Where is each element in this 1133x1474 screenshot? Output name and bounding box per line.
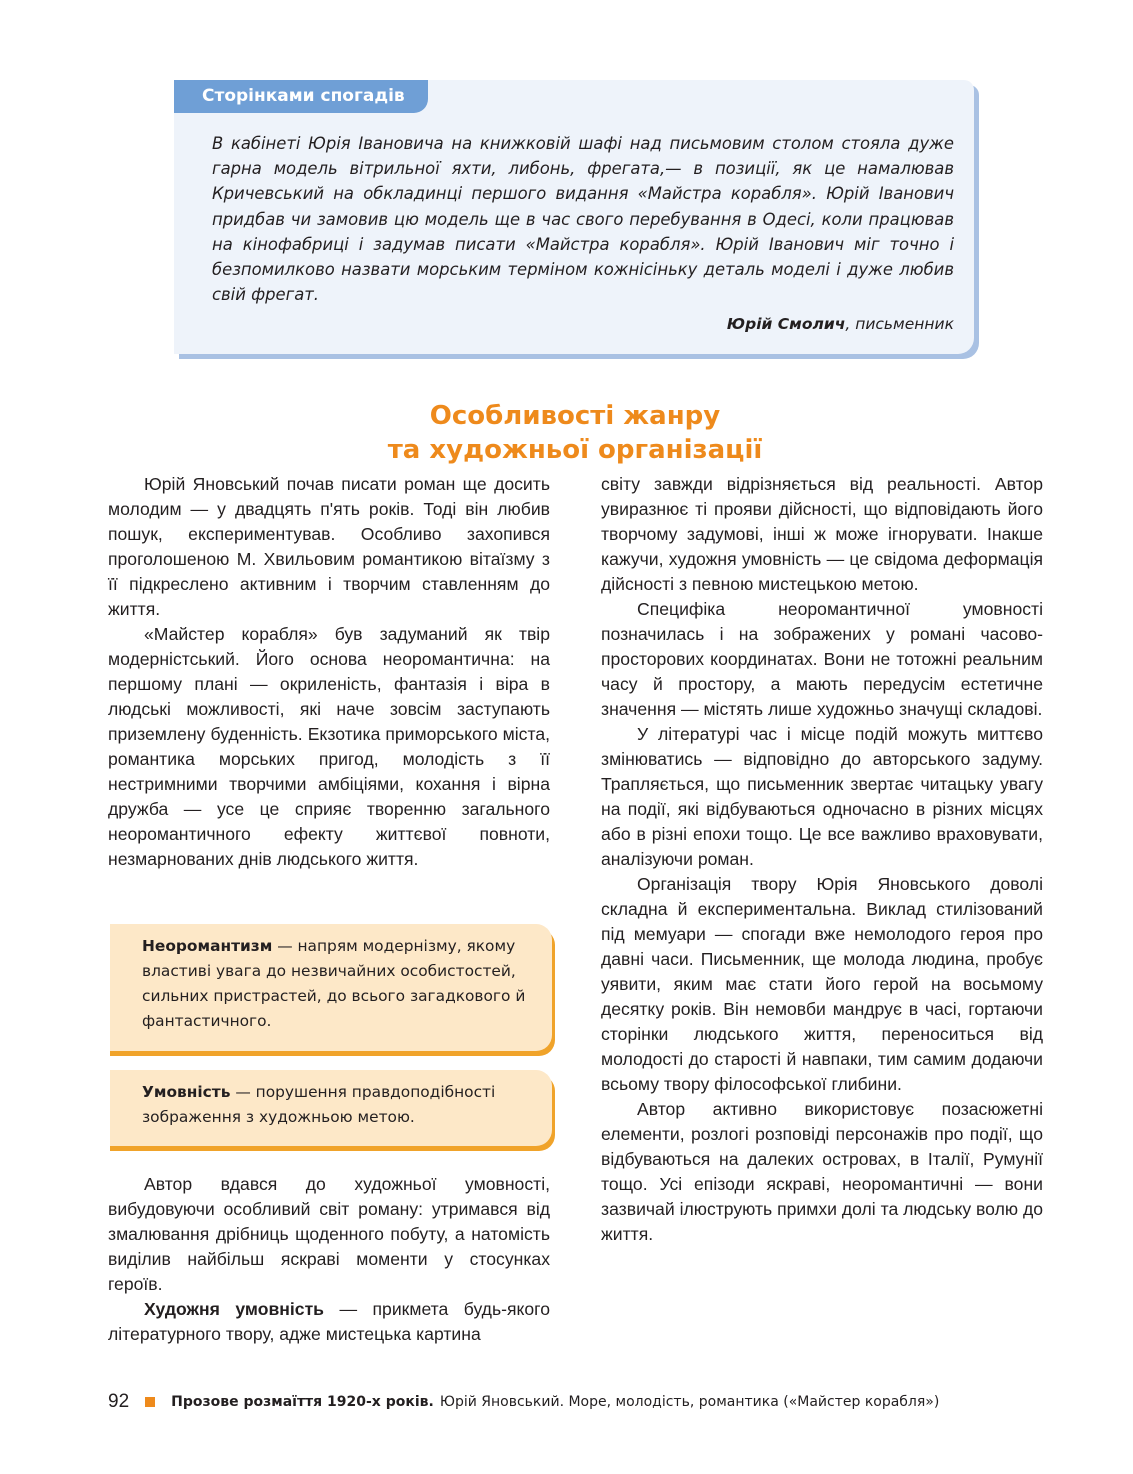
footer-section-title: Прозове розмаїття 1920-х років. (171, 1394, 434, 1410)
definition-body: — порушення правдоподібності зображення з художньою метою. (142, 1083, 496, 1126)
definition-convention (110, 1070, 552, 1146)
right-column (601, 472, 1043, 1247)
paragraph (108, 1297, 550, 1347)
left-column-bottom (108, 1172, 550, 1347)
paragraph: Юрій Яновський почав писати роман ще досить молодим — у двадцять п'ять років. Тоді він любив пошук, експериментував. Особливо захопився проголошеною М. Хвильовим романтикою вітаїзму з її підкреслено активним і творчим ставленням до життя. (108, 474, 550, 619)
definition-term: Умовність (142, 1083, 231, 1101)
memoir-author (727, 315, 954, 333)
memoir-author-role: , письменник (845, 315, 954, 333)
paragraph: Специфіка неоромантичної умовності позначилась і на зображених у романі часово-просторових координатах. Вони не тотожні реальним часу й простору, а мають передусім естетичне значення — містять лише художньо значущі складові. (601, 599, 1043, 719)
paragraph: світу завжди відрізняється від реальності. Автор увиразнює ті прояви дійсності, що відповідають його творчому задумові, інші ж може ігнорувати. Інакше кажучи, художня умовність — це свідома деформація дійсності з певною мистецькою метою. (601, 474, 1043, 594)
section-heading-line1: Особливості жанру (429, 401, 721, 431)
memoir-tab-label: Сторінками спогадів (174, 80, 428, 113)
definition-neoromanticism (110, 924, 552, 1051)
memoir-author-name: Юрій Смолич (726, 315, 846, 333)
footer-chapter-title: Юрій Яновський. Море, молодість, романтика («Майстер корабля») (439, 1394, 940, 1410)
paragraph: Автор вдався до художньої умовності, вибудовуючи особливий світ роману: утримався від змалювання дрібниць щоденного побуту, а натомість виділив найбільш яскраві моменти у стосунках героїв. (108, 1174, 550, 1294)
term-highlight: Художня умовність (144, 1299, 324, 1319)
left-column-top (108, 472, 550, 872)
section-heading-line2: та художньої організації (387, 435, 763, 465)
paragraph: «Майстер корабля» був задуманий як твір модерністський. Його основа неоромантична: на першому плані — окриленість, фантазія і віра в людські можливості, які наче зовсім заступають приземлену буденність. Екзотика приморського міста, романтика морських пригод, молодість з її нестримними творчими амбіціями, кохання і вірна дружба — усе це сприяє творенню загального неоромантичного ефекту життєвої повноти, незмарнованих днів людського життя. (108, 624, 550, 869)
definition-text (142, 934, 528, 1034)
paragraph: Організація твору Юрія Яновського доволі складна й експериментальна. Виклад стилізований під мемуари — спогади вже немолодого героя про давні часи. Письменник, ще молода людина, пробує уявити, яким має стати його герой на восьмому десятку років. Він немовби мандрує в часі, гортаючи сторінки людського життя, переноситься від молодості до старості й навпаки, тим самим додаючи всьому твору філософської глибини. (601, 874, 1043, 1094)
paragraph-text: — прикмета будь-якого літературного твору, адже мистецька картина (108, 1299, 550, 1344)
memoir-quote: В кабінеті Юрія Івановича на книжковій шафі над письмовим столом стояла дуже гарна модель вітрильної яхти, либонь, фрегата,— в позиції, як це намалював Кричевський на обкладинці першого видання «Майстра корабля». Юрій Іванович придбав чи замовив цю модель ще в час свого перебування в Одесі, коли працював на кінофабриці і задумав писати «Майстра корабля». Юрій Іванович міг точно і безпомилково назвати морським терміном кожнісіньку деталь моделі і дуже любив свій фрегат. (212, 134, 954, 305)
memoir-box (174, 80, 981, 360)
paragraph: У літературі час і місце подій можуть миттєво змінюватись — відповідно до авторського задуму. Трапляється, що письменник звертає читацьку увагу на події, які відбуваються одночасно в різних місцях або в різні епохи тощо. Це все важливо враховувати, аналізуючи роман. (601, 724, 1043, 869)
definition-text (142, 1080, 528, 1130)
definition-body: — напрям модернізму, якому властиві увага до незвичайних особистостей, сильних пристрастей, до всього загадкового й фантастичного. (142, 937, 526, 1030)
definition-term: Неоромантизм (142, 937, 273, 955)
page-footer (108, 1390, 939, 1414)
page-number: 92 (108, 1391, 130, 1412)
square-bullet-icon (145, 1397, 155, 1407)
paragraph: Автор активно використовує позасюжетні елементи, розлогі розповіді персонажів про події, що відбуваються на далеких островах, в Італії, Румунії тощо. Усі епізоди яскраві, неоромантичні — вони зазвичай ілюструють примхи долі та людську волю до життя. (601, 1099, 1043, 1244)
